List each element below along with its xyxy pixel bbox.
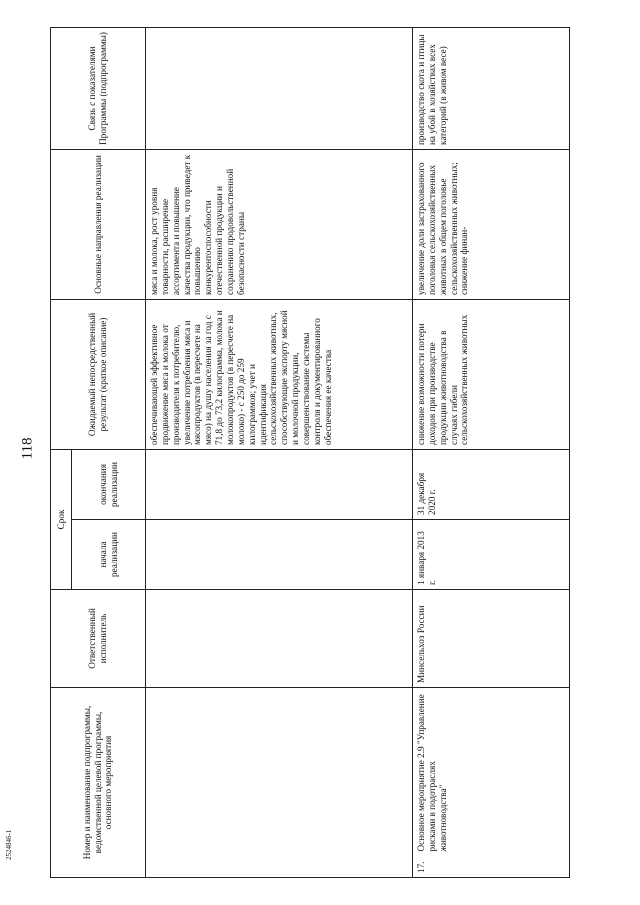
- cont-directions: мяса и молока, рост уровня товарности, расширение ассортимента и повышение качества продукции, что приведет к повышению конкурентоспособности отечественной продукции и сохранению продовольственной безопасности страны: [146, 149, 413, 299]
- cont-start: [146, 519, 413, 589]
- header-link: Связь с показателями Программы (подпрограммы): [51, 27, 146, 149]
- header-directions: Основные направления реализации: [51, 149, 146, 299]
- header-term: Срок: [51, 449, 72, 589]
- header-result: Ожидаемый непосредственный результат (краткое описание): [51, 299, 146, 449]
- continuation-row: [146, 27, 413, 877]
- header-row-1: [51, 27, 72, 877]
- row17-result: снижение возможности потери доходов при производстве продукции животноводства в случаях гибели сельскохозяйственных животных: [413, 299, 570, 449]
- row17-directions: увеличение доли застрахованного поголовья сельскохозяйственных животных в общем поголовье сельскохозяйственных животных; снижение финан-: [413, 149, 570, 299]
- cont-executor: [146, 589, 413, 687]
- row17-link: производство скота и птицы на убой в хозяйствах всех категорий (в живом весе): [413, 27, 570, 149]
- cont-num: [146, 856, 413, 878]
- page-number: 118: [19, 437, 36, 460]
- header-name: Номер и наименование подпрограммы, ведомственной целевой программы, основного мероприятия: [51, 687, 146, 877]
- row17-end: 31 декабря 2020 г.: [413, 449, 570, 519]
- cont-name: [146, 687, 413, 855]
- program-table: [50, 27, 570, 878]
- header-executor: Ответственный исполнитель: [51, 589, 146, 687]
- header-start: начала реализации: [72, 519, 146, 589]
- row17-start: 1 января 2013 г.: [413, 519, 570, 589]
- cont-end: [146, 449, 413, 519]
- header-end: окончания реализации: [72, 449, 146, 519]
- table-row-17: [413, 27, 570, 877]
- cont-link: [146, 27, 413, 149]
- cont-result: обеспечивающей эффективное продвижение мяса и молока от производителя к потребителю, увеличение потребления мяса и мясопродуктов (в пересчете на мясо) на душу населения за год с 71,8 до 73,2 килограмма, молока и молокопродуктов (в пересчете на молоко) - с 250 до 259 килограммов; учет и идентификация сельскохозяйственных животных, способствующие экспорту мясной и молочной продукции, совершенствование системы контроля и документированного обеспечения ее качества: [146, 299, 413, 449]
- document-code: 2524846-1: [5, 829, 13, 860]
- row17-number: 17.: [413, 856, 570, 878]
- rotated-table-container: [50, 28, 600, 878]
- row17-name: Основное мероприятие 2.9 "Управление рисками в подотраслях животноводства": [413, 687, 570, 855]
- row17-executor: Минсельхоз России: [413, 589, 570, 687]
